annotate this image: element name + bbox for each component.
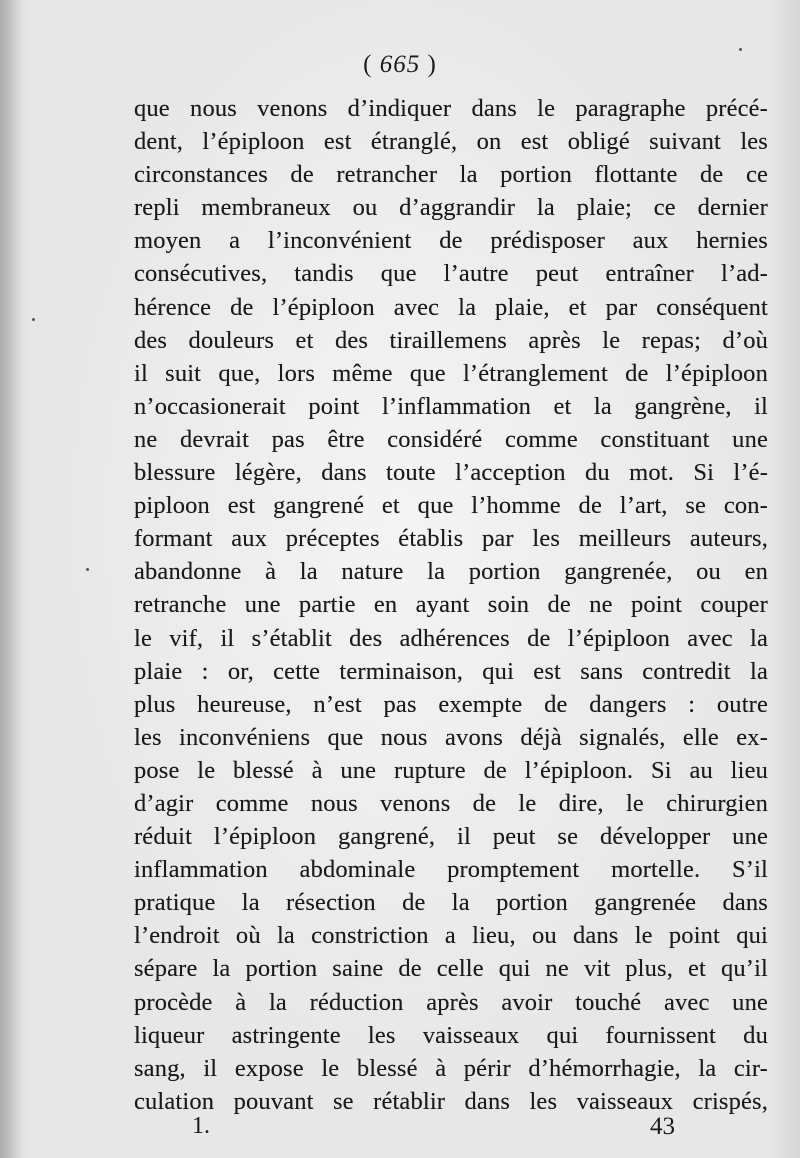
text-line: piploon est gangrené et que l’homme de l’art, se con- (134, 492, 768, 520)
text-line: des douleurs et des tiraillemens après le repas; d’où (134, 326, 768, 354)
spine-shadow (0, 0, 22, 1158)
page-number-value: 665 (379, 51, 421, 78)
text-line: les inconvéniens que nous avons déjà signalés, elle ex- (134, 723, 768, 751)
ink-speck (32, 318, 35, 321)
text-line: que nous venons d’indiquer dans le paragraphe précé- (134, 95, 768, 122)
text-line: formant aux préceptes établis par les meilleurs auteurs, (134, 525, 768, 553)
text-line: procède à la réduction après avoir touché avec une (134, 988, 768, 1016)
page-number-open-paren: ( (363, 51, 373, 78)
ink-speck (739, 48, 742, 51)
text-line: ne devrait pas être considéré comme constituant une (134, 425, 768, 453)
text-line: culation pouvant se rétablir dans les vaisseaux crispés, (134, 1087, 768, 1115)
text-line: retranche une partie en ayant soin de ne point couper (134, 591, 768, 619)
text-line: blessure légère, dans toute l’acception du mot. Si l’é- (134, 459, 768, 487)
folio-number: 43 (650, 1113, 675, 1140)
text-line: moyen a l’inconvénient de prédisposer aux hernies (134, 227, 768, 255)
text-line: sépare la portion saine de celle qui ne vit plus, et qu’il (134, 955, 768, 983)
text-line: hérence de l’épiploon avec la plaie, et par conséquent (134, 293, 768, 321)
text-line: plaie : or, cette terminaison, qui est sans contredit la (134, 657, 768, 685)
text-line: abandonne à la nature la portion gangrenée, ou en (134, 558, 768, 586)
text-line: repli membraneux ou d’aggrandir la plaie; ce dernier (134, 194, 768, 222)
text-line: d’agir comme nous venons de le dire, le chirurgien (134, 789, 768, 817)
text-line: le vif, il s’établit des adhérences de l’épiploon avec la (134, 624, 768, 652)
page-number-close-paren: ) (427, 51, 437, 78)
text-line: pose le blessé à une rupture de l’épiploon. Si au lieu (134, 756, 768, 784)
text-line: pratique la résection de la portion gangrenée dans (134, 889, 768, 917)
signature-mark: 1. (192, 1113, 210, 1139)
ink-speck (86, 568, 89, 571)
text-line: inflammation abdominale promptement mortelle. S’il (134, 856, 768, 884)
text-line: réduit l’épiploon gangrené, il peut se développer une (134, 823, 768, 851)
text-line: il suit que, lors même que l’étranglement de l’épiploon (134, 359, 768, 387)
text-line: dent, l’épiploon est étranglé, on est obligé suivant les (134, 128, 768, 156)
page-number (0, 51, 800, 79)
text-line: plus heureuse, n’est pas exempte de dangers : outre (134, 690, 768, 718)
text-line: n’occasionerait point l’inflammation et la gangrène, il (134, 392, 768, 420)
text-line: l’endroit où la constriction a lieu, ou dans le point qui (134, 922, 768, 950)
text-line: consécutives, tandis que l’autre peut entraîner l’ad- (134, 260, 768, 288)
text-line: sang, il expose le blessé à périr d’hémorrhagie, la cir- (134, 1054, 768, 1082)
text-line: circonstances de retrancher la portion flottante de ce (134, 161, 768, 189)
text-line: liqueur astringente les vaisseaux qui fournissent du (134, 1021, 768, 1049)
body-text (134, 92, 768, 1118)
